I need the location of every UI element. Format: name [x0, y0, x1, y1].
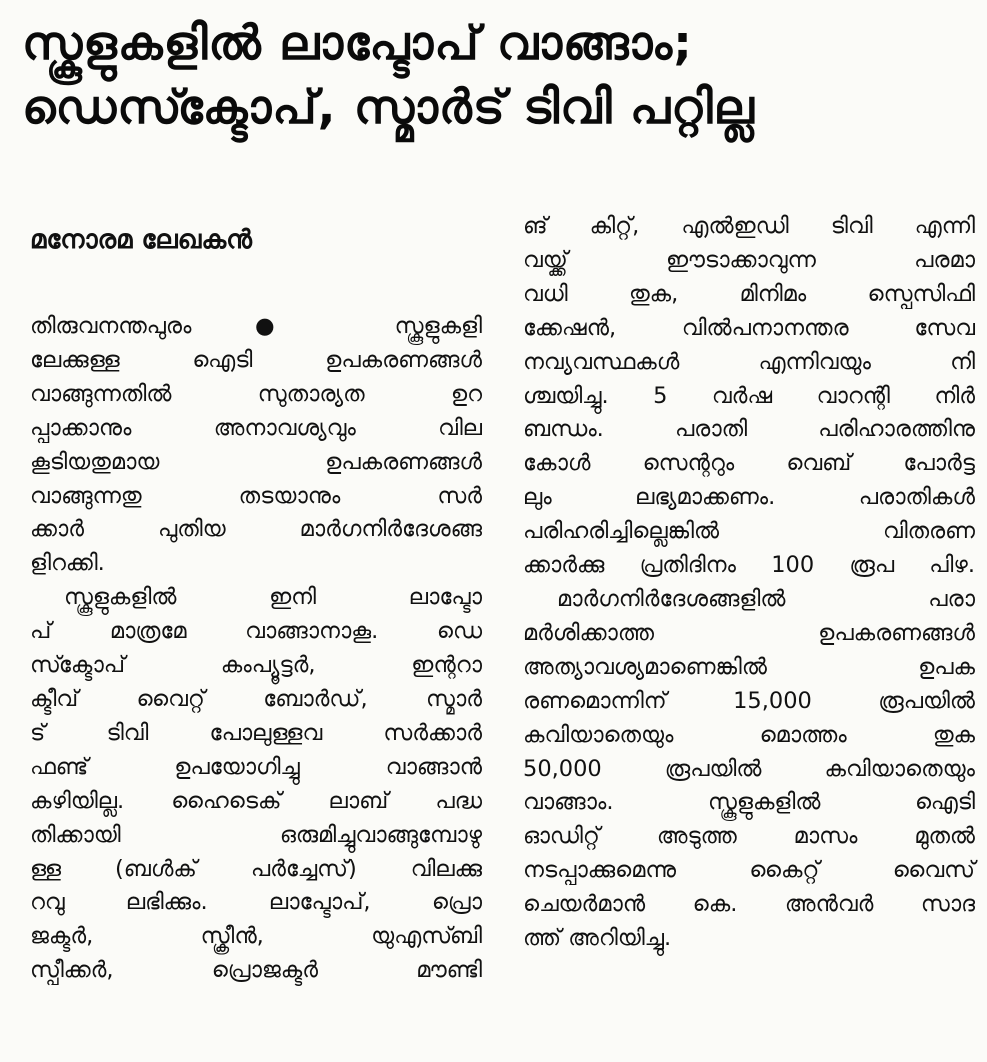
- text-line: ങ് കിറ്റ്, എൽഇഡി ടിവി എന്നി: [523, 213, 975, 239]
- text-line: സ്ക്ടോപ് കംപ്യൂട്ടർ, ഇന്ററാ: [30, 652, 482, 679]
- text-line: വാങ്ങുന്നതു തടയാനും സർ: [30, 482, 482, 509]
- text-line: ക്കേഷൻ, വിൽപനാനന്തര സേവ: [523, 314, 975, 341]
- text-line: സ്കൂളുകളിൽ ഇനി ലാപ്ടോ: [64, 584, 482, 611]
- text-line: ഫണ്ട് ഉപയോഗിച്ചു വാങ്ങാൻ: [30, 753, 482, 780]
- text-line: ജക്ടർ, സ്ക്രീൻ, യുഎസ്ബി: [30, 923, 482, 950]
- paragraph-4: [523, 583, 975, 956]
- text-line: ക്കാർ പുതിയ മാർഗനിർദേശങ്ങ: [30, 516, 482, 543]
- text-line: ബന്ധം. പരാതി പരിഹാരത്തിനു: [523, 416, 975, 443]
- text-line: റവു ലഭിക്കും. ലാപ്ടോപ്, പ്രൊ: [30, 889, 482, 916]
- text-line: ട് ടിവി പോലുള്ളവ സർക്കാർ: [30, 719, 482, 746]
- text-line: ലേക്കുള്ള ഐടി ഉപകരണങ്ങൾ: [30, 346, 482, 373]
- text-line: നടപ്പാക്കുമെന്നു കൈറ്റ് വൈസ്: [523, 857, 975, 884]
- headline: [22, 12, 967, 140]
- text-line: തിക്കായി ഒരുമിച്ചുവാങ്ങുമ്പോഴു: [30, 821, 482, 848]
- text-line: മാർഗനിർദേശങ്ങളിൽ പരാ: [557, 585, 975, 612]
- text-line: ചെയർമാൻ കെ. അൻവർ സാദ: [523, 891, 975, 918]
- text-line: പരിഹരിച്ചില്ലെങ്കിൽ വിതരണ: [523, 518, 975, 545]
- text-line: ള്ള (ബൾക് പർച്ചേസ്) വിലക്കു: [30, 855, 482, 882]
- text-line: നവ്യവസ്ഥകൾ എന്നിവയും നി: [523, 348, 975, 375]
- text-line: അത്യാവശ്യമാണെങ്കിൽ ഉപക: [523, 653, 975, 680]
- text-line: ക്കാർക്കു പ്രതിദിനം 100 രൂപ പിഴ.: [523, 552, 975, 579]
- text-line: മർശിക്കാത്ത ഉപകരണങ്ങൾ: [523, 619, 975, 646]
- headline-line-2: ഡെസ്ക്ടോപ്, സ്മാർട് ടിവി പറ്റില്ല: [22, 80, 755, 135]
- text-line: ശ്ചയിച്ചു. 5 വർഷ വാറന്റി നിർ: [523, 382, 975, 409]
- paragraph-1: [30, 310, 482, 581]
- text-line: പ് മാത്രമേ വാങ്ങാനാകൂ. ഡെ: [30, 618, 482, 645]
- paragraph-2: [30, 581, 482, 988]
- text-line: ളിറക്കി.: [30, 550, 105, 577]
- text-line: ഓഡിറ്റ് അടുത്ത മാസം മുതൽ: [523, 823, 975, 850]
- text-line: വാങ്ങുന്നതിൽ സുതാര്യത ഉറ: [30, 380, 482, 407]
- headline-line-1: സ്കൂളുകളിൽ ലാപ്ടോപ് വാങ്ങാം;: [22, 16, 693, 71]
- text-line: തിരുവനന്തപുരം ● സ്കൂളുകളി: [30, 313, 482, 339]
- text-line: ക്ടീവ് വൈറ്റ് ബോർഡ്, സ്മാർ: [30, 685, 482, 712]
- text-line: വാങ്ങാം. സ്കൂളുകളിൽ ഐടി: [523, 789, 975, 816]
- text-line: കോൾ സെന്ററും വെബ് പോർട്ട: [523, 450, 975, 477]
- text-line: പ്പാക്കാനും അനാവശ്യവും വില: [30, 414, 482, 441]
- text-line: ത്ത് അറിയിച്ചു.: [523, 925, 672, 952]
- text-line: രണമൊന്നിന് 15,000 രൂപയിൽ: [523, 687, 975, 714]
- text-line: വധി തുക, മിനിമം സ്പെസിഫി: [523, 280, 975, 307]
- text-line: കഴിയില്ല. ഹൈടെക് ലാബ് പദ്ധ: [30, 787, 482, 814]
- article-body: [30, 210, 975, 988]
- text-line: കൂടിയതുമായ ഉപകരണങ്ങൾ: [30, 448, 482, 475]
- text-line: 50,000 രൂപയിൽ കവിയാതെയും: [523, 755, 975, 782]
- right-column: [523, 210, 975, 988]
- paragraph-3: [523, 210, 975, 583]
- text-line: കവിയാതെയും മൊത്തം തുക: [523, 721, 975, 748]
- left-column: [30, 210, 482, 988]
- byline: മനോരമ ലേഖകൻ: [30, 225, 252, 255]
- text-line: വയ്ക്ക് ഈടാക്കാവുന്ന പരമാ: [523, 246, 975, 273]
- text-line: ലും ലഭ്യമാക്കണം. പരാതികൾ: [523, 484, 975, 511]
- text-line: സ്പീക്കർ, പ്രൊജക്ടർ മൗണ്ടി: [30, 957, 482, 984]
